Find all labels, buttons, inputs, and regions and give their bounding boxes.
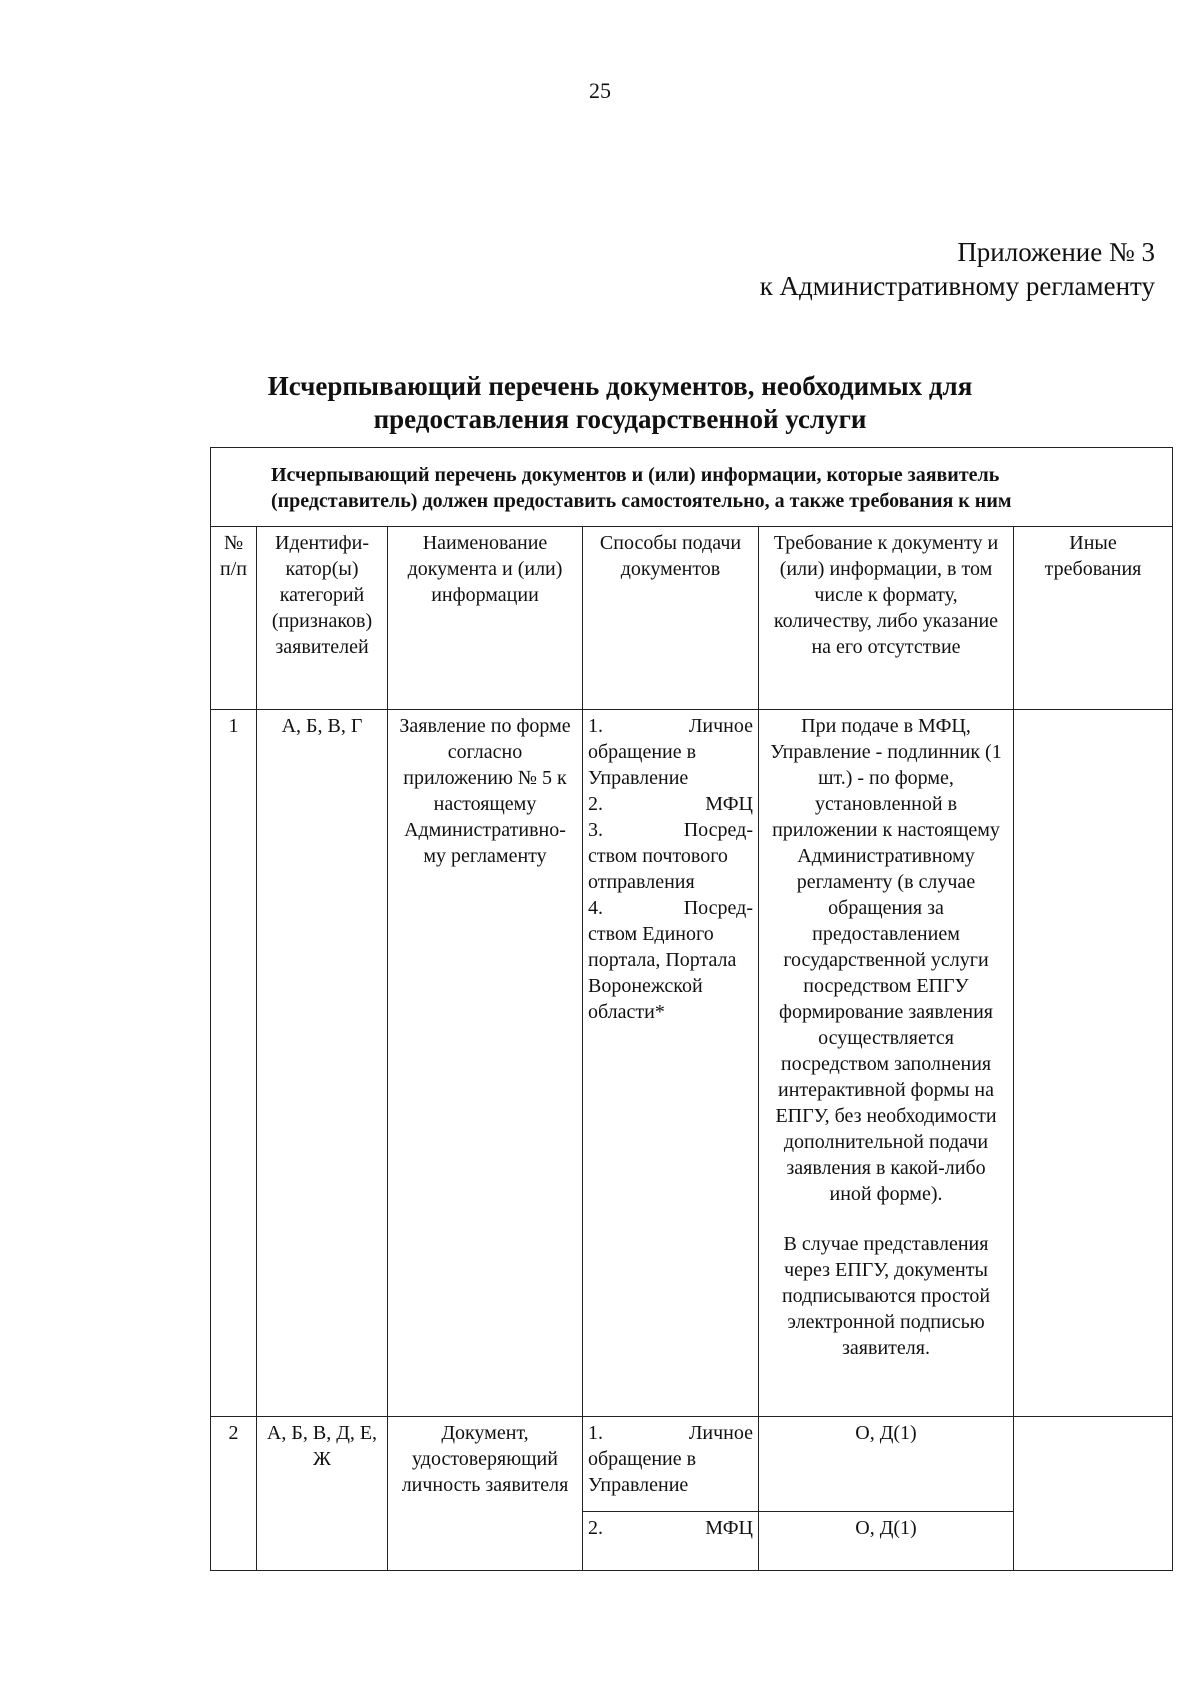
cell-other-requirements (1014, 710, 1173, 1417)
cell-document-requirement (759, 710, 1014, 1417)
appendix-reference (760, 235, 1155, 303)
title-line-2: предоставления государственной услуги (373, 404, 867, 434)
cell-submission-method: 1. Личное обращение в Управление (583, 1417, 759, 1512)
cell-other-requirements (1014, 1417, 1173, 1571)
header-document-name: Наименование документа и (или) информации (388, 527, 583, 710)
cell-document-name: Заявление по форме согласно приложению № 5 к настоящему Административно-му регламенту (388, 710, 583, 1417)
table-row (211, 1417, 1173, 1512)
caption-line-2: (представитель) должен предоставить самостоятельно, а также требования к ним (271, 490, 1012, 512)
cell-number: 1 (211, 710, 257, 1417)
page-number: 25 (589, 78, 611, 103)
table-header-row (211, 527, 1173, 710)
cell-submission-methods (583, 710, 759, 1417)
method-item: 2. МФЦ (588, 793, 753, 815)
header-identifier: Идентифи-катор(ы) категорий (признаков) заявителей (257, 527, 388, 710)
cell-submission-method: 2. МФЦ (583, 1512, 759, 1571)
method-item: 4. Посред- ством Единого портала, Портала Воронежской области* (588, 897, 753, 1023)
header-document-requirement: Требование к документу и (или) информации, в том числе к формату, количеству, либо указание на его отсутствие (759, 527, 1014, 710)
cell-document-requirement: О, Д(1) (759, 1417, 1014, 1512)
cell-document-requirement: О, Д(1) (759, 1512, 1014, 1571)
cell-document-name: Документ, удостоверяющий личность заявителя (388, 1417, 583, 1571)
cell-identifier: А, Б, В, Г (257, 710, 388, 1417)
table-caption (211, 448, 1173, 527)
title-line-1: Исчерпывающий перечень документов, необходимых для (267, 371, 973, 401)
method-item: 1. Личное обращение в Управление (588, 715, 753, 789)
requirements-table (210, 447, 1173, 1571)
caption-line-1: Исчерпывающий перечень документов и (или) информации, которые заявитель (271, 464, 1000, 486)
requirement-paragraph: В случае представления через ЕПГУ, документы подписываются простой электронной подписью заявителя. (781, 1233, 991, 1359)
header-submission-methods: Способы подачи документов (583, 527, 759, 710)
header-other-requirements: Иные требования (1014, 527, 1173, 710)
requirement-paragraph: При подаче в МФЦ, Управление - подлинник (1 шт.) - по форме, установленной в приложении к настоящему Административному регламенту (в случае обращения за предоставлением государственной услуги посредством ЕПГУ формирование заявления осуществляется посредством заполнения интерактивной формы на ЕПГУ, без необходимости дополнительной подачи заявления в какой-либо иной форме). (770, 715, 1002, 1205)
appendix-line-2: к Административному регламенту (759, 271, 1155, 301)
cell-identifier: А, Б, В, Д, Е, Ж (257, 1417, 388, 1571)
header-number: № п/п (211, 527, 257, 710)
appendix-line-1: Приложение № 3 (957, 237, 1155, 267)
cell-number: 2 (211, 1417, 257, 1571)
method-item: 3. Посред- ством почтового отправления (588, 819, 753, 893)
table-row (211, 710, 1173, 1417)
document-title (150, 370, 1090, 436)
